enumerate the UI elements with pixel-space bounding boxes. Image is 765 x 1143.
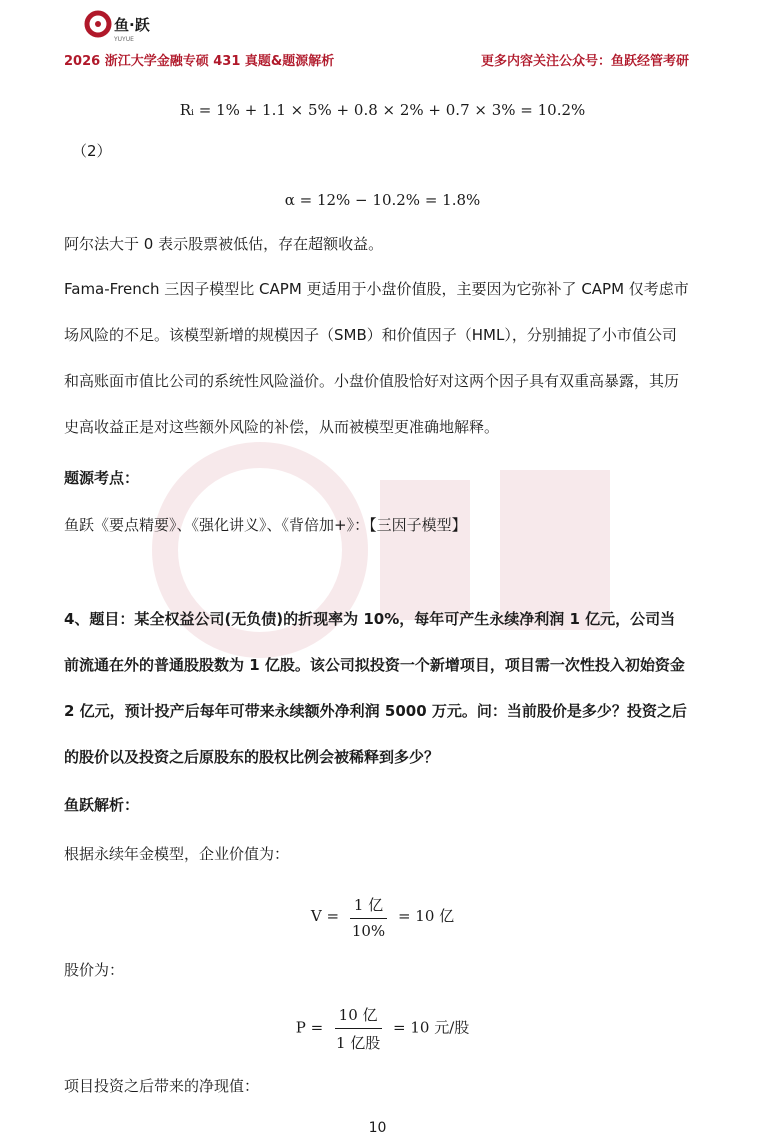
p-formula <box>0 1004 765 1053</box>
formula-alpha: α = 12% − 10.2% = 1.8% <box>284 191 481 209</box>
svg-text:YUYUE: YUYUE <box>114 36 134 43</box>
p-denominator: 1 亿股 <box>335 1034 381 1052</box>
header-left-title: 2026 浙江大学金融专硕 431 真题&题源解析 <box>64 54 335 69</box>
part2-label: （2） <box>72 142 112 160</box>
p-fraction <box>332 1004 384 1053</box>
p-lhs: P = <box>295 1018 324 1037</box>
price-text: 股价为： <box>64 961 125 979</box>
v-rhs: = 10 亿 <box>397 907 455 925</box>
p-numerator: 10 亿 <box>335 1004 382 1029</box>
p-rhs: = 10 元/股 <box>393 1018 470 1037</box>
v-lhs: V = <box>310 907 340 925</box>
formula-ri: Rᵢ = 1% + 1.1 × 5% + 0.8 × 2% + 0.7 × 3% = 10.2% <box>179 101 586 119</box>
v-fraction <box>348 894 389 940</box>
v-formula <box>0 894 765 940</box>
analysis-heading: 鱼跃解析： <box>64 796 140 814</box>
v-numerator: 1 亿 <box>350 894 387 919</box>
source-heading: 题源考点： <box>64 469 140 487</box>
header-right-title: 更多内容关注公众号：鱼跃经管考研 <box>480 54 689 69</box>
perpetuity-text: 根据永续年金模型，企业价值为： <box>64 845 290 863</box>
svg-text:鱼·跃: 鱼·跃 <box>114 16 150 34</box>
question-4: 4、题目：某全权益公司(无负债)的折现率为 10%，每年可产生永续净利润 1 亿元，公司当前流通在外的普通股股数为 1 亿股。该公司拟投资一个新增项目，项目需一次性投入初始资金 2 亿元，预计投产后每年可带来永续额外净利润 5000 万元。问：当前股价是多少？投资之后的股价以及投资之后原股东的股权比例会被稀释到多少？ <box>64 610 687 766</box>
page-number: 10 <box>368 1120 387 1136</box>
npv-text: 项目投资之后带来的净现值： <box>64 1077 260 1095</box>
ff-paragraph: Fama-French 三因子模型比 CAPM 更适用于小盘价值股，主要因为它弥补了 CAPM 仅考虑市场风险的不足。该模型新增的规模因子（SMB）和价值因子（HML），分别捕捉了小市值公司和高账面市值比公司的系统性风险溢价。小盘价值股恰好对这两个因子具有双重高暴露，其历史高收益正是对这些额外风险的补偿，从而被模型更准确地解释。 <box>64 280 689 436</box>
source-text: 鱼跃《要点精要》、《强化讲义》、《背倍加+》：【三因子模型】 <box>64 516 467 534</box>
v-denominator: 10% <box>351 922 386 940</box>
brand-logo <box>84 8 164 44</box>
alpha-text: 阿尔法大于 0 表示股票被低估，存在超额收益。 <box>64 235 384 253</box>
